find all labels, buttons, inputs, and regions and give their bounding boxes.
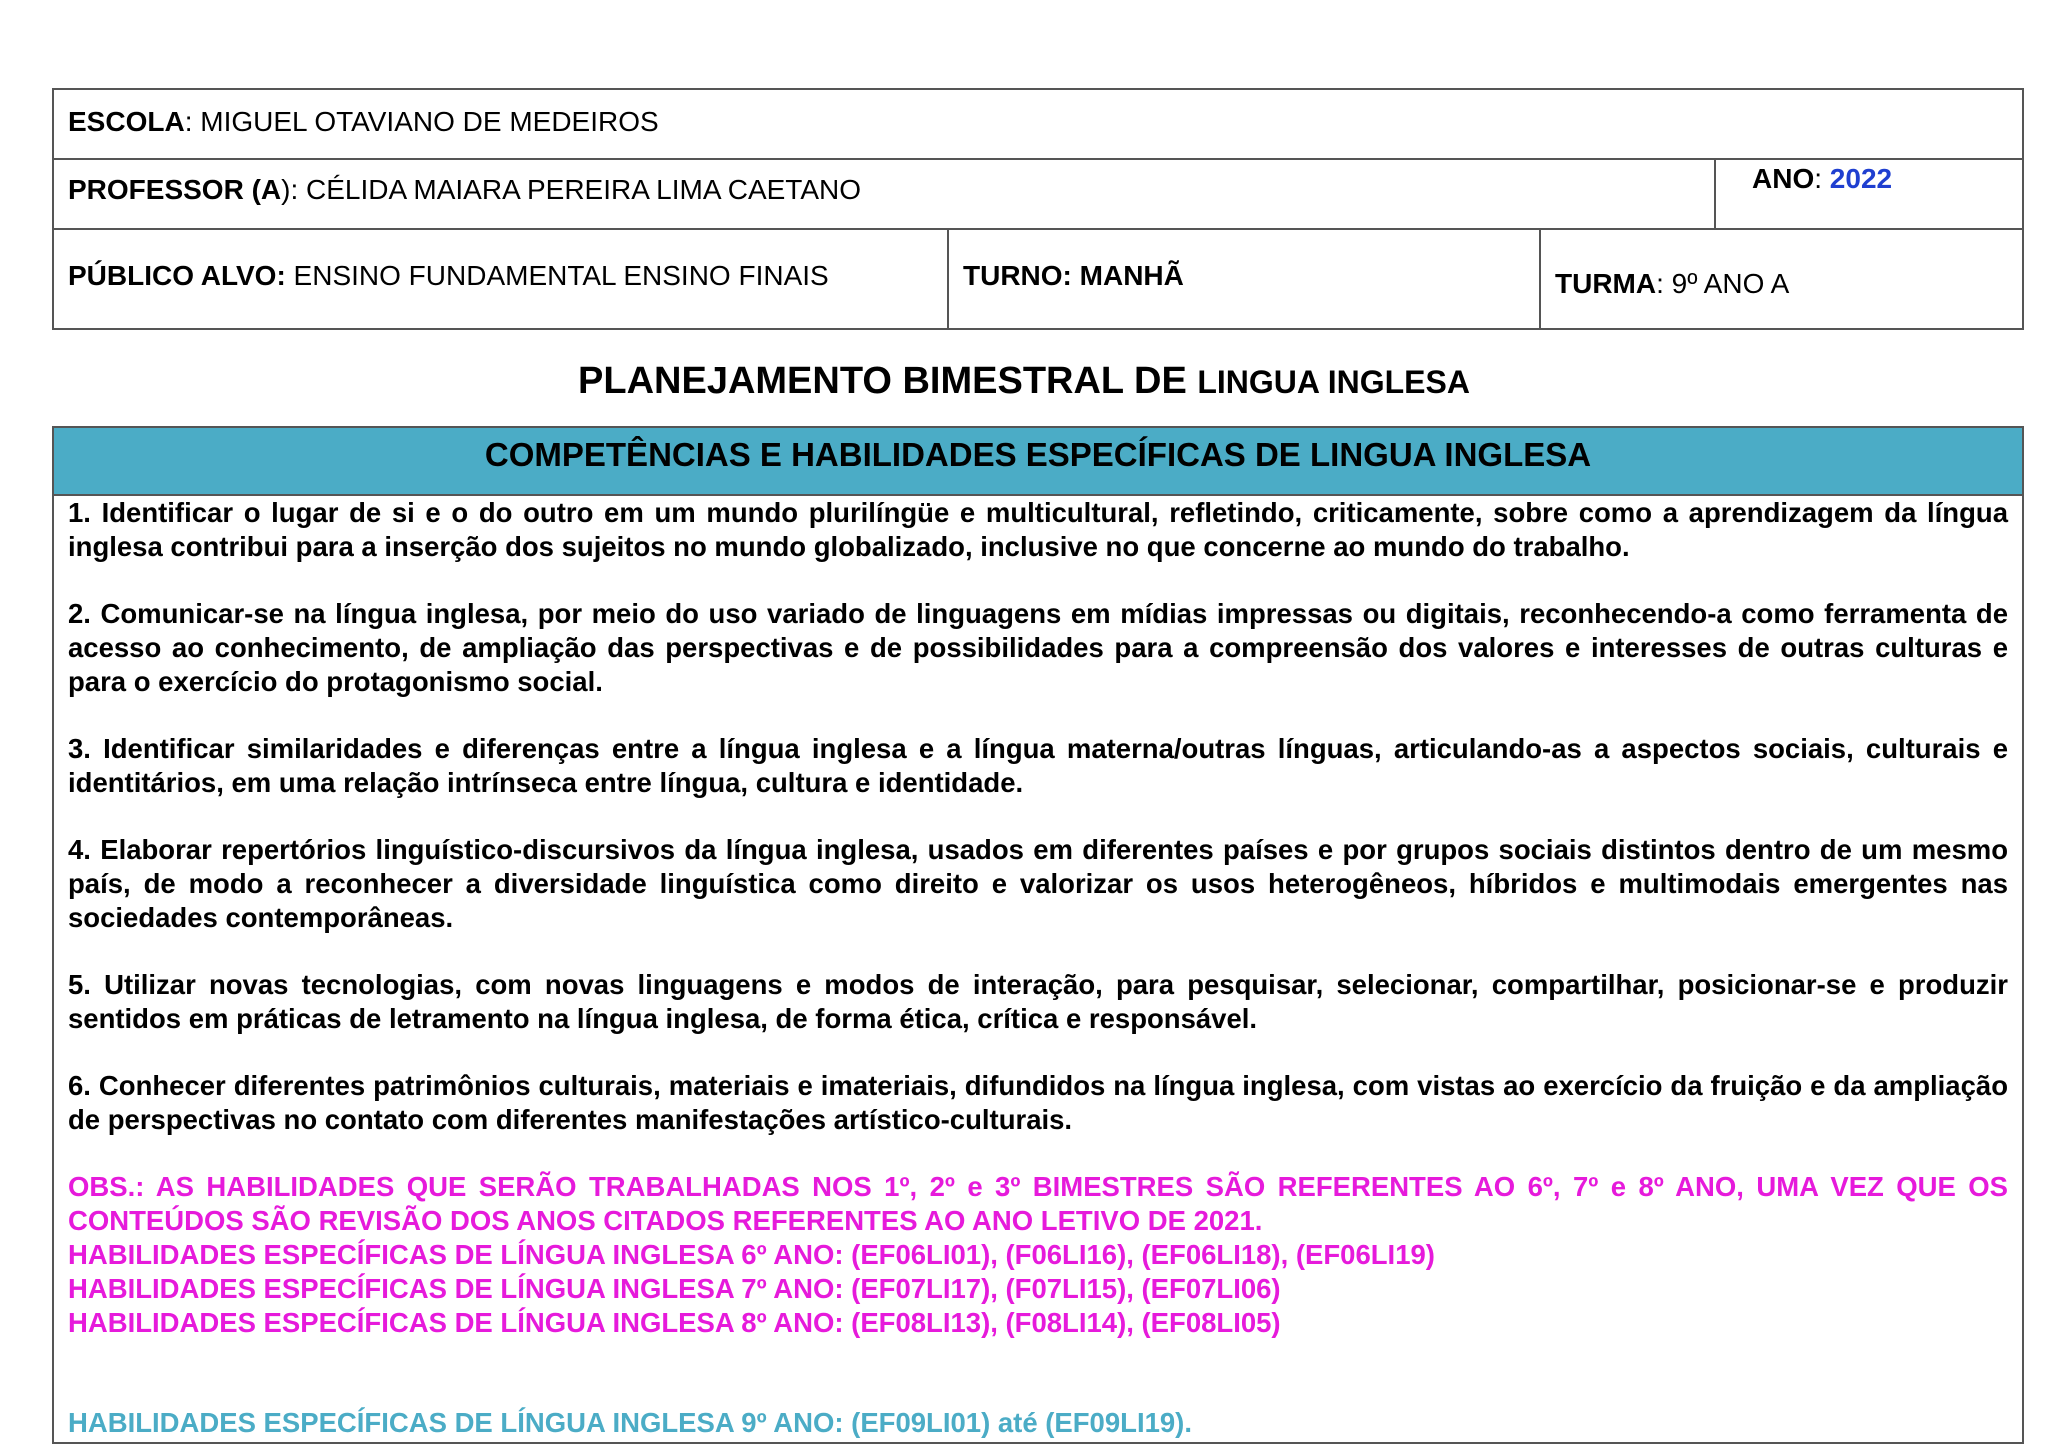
professor-row — [54, 160, 2022, 230]
page-title — [0, 360, 2048, 403]
competencias-body — [54, 496, 2022, 1440]
competencias-box — [52, 426, 2024, 1444]
ano-sep: : — [1814, 163, 1830, 194]
habilidades-8-ano: HABILIDADES ESPECÍFICAS DE LÍNGUA INGLESA 8º ANO: (EF08LI13), (F08LI14), (EF08LI05) — [68, 1307, 1281, 1338]
escola-label: ESCOLA — [68, 106, 185, 137]
escola-cell — [68, 106, 659, 158]
turno-label: TURNO: MANHÃ — [963, 260, 1184, 291]
habilidades-9-ano: HABILIDADES ESPECÍFICAS DE LÍNGUA INGLESA 9º ANO: (EF09LI01) até (EF09LI19). — [68, 1407, 1192, 1438]
publico-value: ENSINO FUNDAMENTAL ENSINO FINAIS — [285, 260, 829, 291]
competencia-item-5: 5. Utilizar novas tecnologias, com novas linguagens e modos de interação, para pesquisar, selecionar, compartilhar, posicionar-se e produzir sentidos em práticas de letramento na língua inglesa, de forma ética, crítica e responsável. — [68, 969, 2008, 1034]
publico-label: PÚBLICO ALVO: — [68, 260, 286, 291]
escola-value: : MIGUEL OTAVIANO DE MEDEIROS — [184, 106, 659, 137]
competencia-item-4: 4. Elaborar repertórios linguístico-discursivos da língua inglesa, usados em diferentes países e por grupos sociais distintos dentro de um mesmo país, de modo a reconhecer a diversidade linguística como direito e valorizar os usos heterogêneos, híbridos e multimodais emergentes nas sociedades contemporâneas. — [68, 834, 2008, 933]
turno-cell — [947, 230, 1540, 330]
ano-cell — [1714, 160, 2022, 228]
competencia-item-1: 1. Identificar o lugar de si e o do outro em um mundo plurilíngüe e multicultural, refletindo, criticamente, sobre como a aprendizagem da língua inglesa contribui para a inserção dos sujeitos no mundo globalizado, inclusive no que concerne ao mundo do trabalho. — [68, 497, 2008, 562]
professor-value: ): CÉLIDA MAIARA PEREIRA LIMA CAETANO — [281, 174, 862, 205]
turma-cell — [1539, 230, 2022, 330]
professor-label: PROFESSOR (A — [68, 174, 282, 205]
competencia-item-6: 6. Conhecer diferentes patrimônios culturais, materiais e imateriais, difundidos na língua inglesa, com vistas ao exercício da fruição e da ampliação de perspectivas no contato com diferentes manifestações artístico-culturais. — [68, 1070, 2008, 1135]
habilidades-7-ano: HABILIDADES ESPECÍFICAS DE LÍNGUA INGLESA 7º ANO: (EF07LI17), (F07LI15), (EF07LI06) — [68, 1273, 1281, 1304]
competencias-heading: COMPETÊNCIAS E HABILIDADES ESPECÍFICAS DE LINGUA INGLESA — [54, 428, 2022, 496]
publico-cell — [68, 260, 948, 330]
competencia-item-3: 3. Identificar similaridades e diferenças entre a língua inglesa e a língua materna/outras línguas, articulando-as a aspectos sociais, culturais e identitários, em uma relação intrínseca entre língua, cultura e identidade. — [68, 733, 2008, 798]
ano-label: ANO — [1752, 163, 1815, 194]
ano-value: 2022 — [1829, 163, 1893, 194]
competencia-item-2: 2. Comunicar-se na língua inglesa, por meio do uso variado de linguagens em mídias impressas ou digitais, reconhecendo-a como ferramenta de acesso ao conhecimento, de ampliação das perspectivas e de possibilidades para a compreensão dos valores e interesses de outras culturas e para o exercício do protagonismo social. — [68, 598, 2008, 697]
professor-cell — [68, 174, 1702, 214]
school-info-table — [52, 88, 2024, 330]
obs-note: OBS.: AS HABILIDADES QUE SERÃO TRABALHADAS NOS 1º, 2º e 3º BIMESTRES SÃO REFERENTES AO 6º, 7º e 8º ANO, UMA VEZ QUE OS CONTEÚDOS SÃO REVISÃO DOS ANOS CITADOS REFERENTES AO ANO LETIVO DE 2021. — [68, 1171, 2008, 1236]
escola-row — [54, 90, 2022, 160]
title-subject: LINGUA INGLESA — [1197, 364, 1470, 400]
habilidades-6-ano: HABILIDADES ESPECÍFICAS DE LÍNGUA INGLESA 6º ANO: (EF06LI01), (F06LI16), (EF06LI18), (EF06LI19) — [68, 1239, 1435, 1270]
publico-row — [54, 230, 2022, 330]
turma-value: : 9º ANO A — [1656, 268, 1790, 299]
turma-label: TURMA — [1555, 268, 1657, 299]
title-main: PLANEJAMENTO BIMESTRAL DE — [578, 360, 1198, 402]
